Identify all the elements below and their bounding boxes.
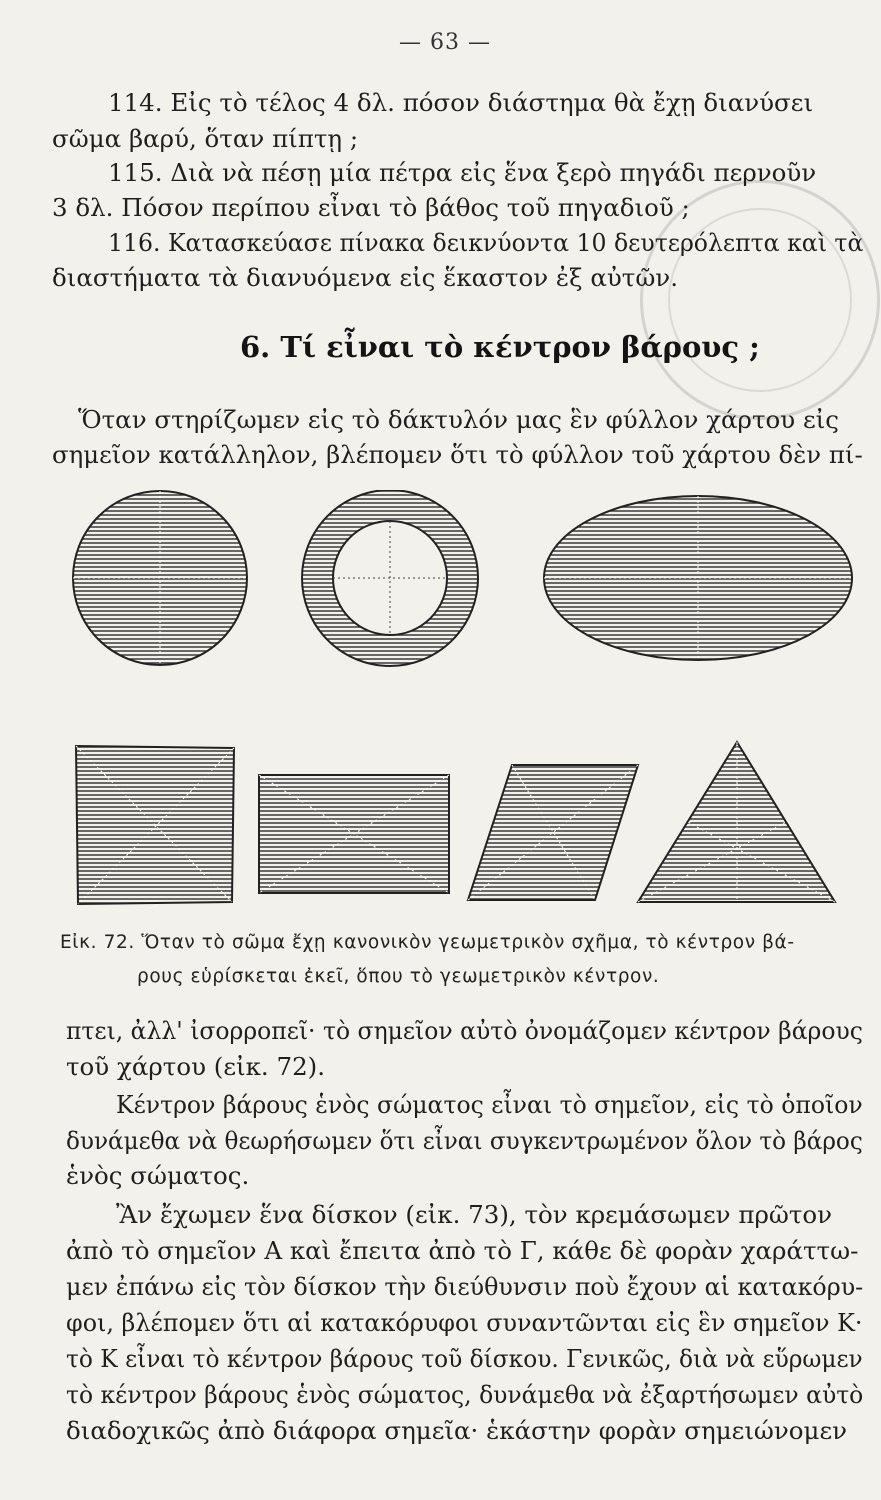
parallelogram-icon	[468, 765, 638, 900]
body-line: πτει, ἀλλ' ἰσορροπεῖ· τὸ σημεῖον αὐτὸ ὀνομάζομεν κέντρον βάρους	[66, 1016, 863, 1045]
triangle-icon	[638, 742, 835, 902]
problem-line: 116. Κατασκεύασε πίνακα δεικνύοντα 10 δευτερόλεπτα καὶ τὰ	[108, 228, 864, 257]
intro-line: σημεῖον κατάλληλον, βλέπομεν ὅτι τὸ φύλλον τοῦ χάρτου δὲν πί-	[52, 440, 863, 469]
body-line: τὸ κέντρον βάρους ἑνὸς σώματος, δυνάμεθα νὰ ἐξαρτήσωμεν αὐτὸ	[66, 1380, 864, 1409]
ring-icon	[302, 490, 478, 666]
body-line: τὸ Κ εἶναι τὸ κέντρον βάρους τοῦ δίσκου. Γενικῶς, διὰ νὰ εὕρωμεν	[66, 1344, 863, 1373]
figure-caption: ρους εὑρίσκεται ἐκεῖ, ὅπου τὸ γεωμετρικὸν κέντρον.	[137, 966, 660, 987]
problem-line: διαστήματα τὰ διανυόμενα εἰς ἕκαστον ἐξ αὐτῶν.	[52, 263, 678, 292]
body-line: δυνάμεθα νὰ θεωρήσωμεν ὅτι εἶναι συγκεντρωμένον ὅλον τὸ βάρος	[66, 1126, 863, 1155]
problem-line: 3 δλ. Πόσον περίπου εἶναι τὸ βάθος τοῦ πηγαδιοῦ ;	[52, 193, 690, 222]
body-line: ἑνὸς σώματος.	[66, 1161, 250, 1190]
body-line: ἀπὸ τὸ σημεῖον Α καὶ ἔπειτα ἀπὸ τὸ Γ, κάθε δὲ φορὰν χαράττω-	[66, 1236, 859, 1265]
square-icon	[76, 746, 234, 904]
page-number: — 63 —	[399, 30, 491, 55]
rectangle-icon	[259, 775, 449, 893]
figure-caption: Εἰκ. 72. Ὅταν τὸ σῶμα ἔχῃ κανονικὸν γεωμετρικὸν σχῆμα, τὸ κέντρον βά-	[60, 932, 795, 953]
problem-line: 115. Διὰ νὰ πέσῃ μία πέτρα εἰς ἕνα ξερὸ πηγάδι περνοῦν	[108, 158, 817, 187]
problem-line: 114. Εἰς τὸ τέλος 4 δλ. πόσον διάστημα θὰ ἔχῃ διανύσει	[108, 88, 814, 117]
intro-line: Ὅταν στηρίζωμεν εἰς τὸ δάκτυλόν μας ἓν φύλλον χάρτου εἰς	[78, 405, 839, 434]
body-line: τοῦ χάρτου (εἰκ. 72).	[66, 1052, 326, 1081]
figure-72	[0, 490, 881, 910]
body-line: Ἂν ἔχωμεν ἕνα δίσκον (εἰκ. 73), τὸν κρεμάσωμεν πρῶτον	[116, 1200, 833, 1229]
body-line: Κέντρον βάρους ἑνὸς σώματος εἶναι τὸ σημεῖον, εἰς τὸ ὁποῖον	[116, 1090, 863, 1119]
section-heading: 6. Τί εἶναι τὸ κέντρον βάρους ;	[240, 330, 760, 364]
body-line: μεν ἐπάνω εἰς τὸν δίσκον τὴν διεύθυνσιν ποὺ ἔχουν αἱ κατακόρυ-	[66, 1272, 864, 1301]
circle-icon	[73, 491, 247, 665]
body-line: φοι, βλέπομεν ὅτι αἱ κατακόρυφοι συναντῶνται εἰς ἓν σημεῖον Κ·	[66, 1308, 863, 1337]
ellipse-icon	[544, 496, 852, 660]
problem-line: σῶμα βαρύ, ὅταν πίπτῃ ;	[52, 124, 359, 153]
body-line: διαδοχικῶς ἀπὸ διάφορα σημεῖα· ἑκάστην φορὰν σημειώνομεν	[66, 1416, 848, 1445]
